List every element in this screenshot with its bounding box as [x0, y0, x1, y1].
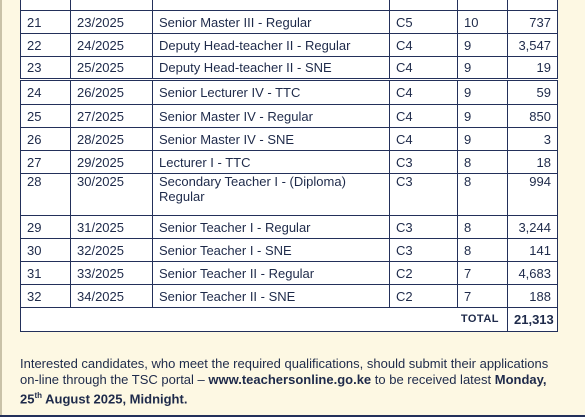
designation-cell: Secondary Teacher I - (Diploma) Regular: [153, 174, 390, 216]
t-scale-cell: 7: [458, 262, 508, 285]
grade-cell: C4: [390, 80, 458, 105]
reference-cell: 34/2025: [71, 285, 153, 308]
t-scale-cell: 9: [458, 105, 508, 128]
vacancies-cell: 141: [508, 239, 558, 262]
designation-cell: Senior Master IV - SNE: [153, 128, 390, 151]
table-row: [21, 105, 558, 128]
total-spacer-cell: [21, 308, 458, 332]
designation-cell: Senior Teacher II - Regular: [153, 262, 390, 285]
deadline-ordinal: th: [34, 391, 43, 400]
row-number-cell: 27: [21, 151, 71, 174]
t-scale-cell: 10: [458, 11, 508, 34]
grade-cell: C4: [390, 57, 458, 80]
t-scale-cell: 8: [458, 239, 508, 262]
row-number-cell: 26: [21, 128, 71, 151]
designation-cell: Senior Lecturer IV - TTC: [153, 80, 390, 105]
vacancies-table-body: [21, 0, 558, 332]
table-row: [21, 216, 558, 239]
vacancies-cell: 3,244: [508, 216, 558, 239]
deadline-month: August 2025, Midnight: [42, 391, 184, 407]
t-scale-cell: 8: [458, 216, 508, 239]
grade-cell: C3: [390, 174, 458, 216]
grade-cell: C3: [390, 151, 458, 174]
designation-cell: Deputy Head-teacher II - Regular: [153, 34, 390, 57]
total-row: [21, 308, 558, 332]
t-scale-cell: 7: [458, 285, 508, 308]
vacancies-cell: 19: [508, 57, 558, 80]
reference-cell: 26/2025: [71, 80, 153, 105]
vacancies-cell: 59: [508, 80, 558, 105]
page-edge: [0, 0, 2, 417]
t-scale-cell: 8: [458, 174, 508, 216]
table-row: [21, 0, 558, 11]
t-scale-cell: 8: [458, 151, 508, 174]
grade-cell: C2: [390, 285, 458, 308]
vacancies-cell: 4,683: [508, 262, 558, 285]
designation-cell: Senior Master III - Regular: [153, 11, 390, 34]
designation-cell: Senior Master IV - Regular: [153, 105, 390, 128]
table-row: [21, 285, 558, 308]
vacancies-cell: 994: [508, 174, 558, 216]
reference-cell: 25/2025: [71, 57, 153, 80]
reference-cell: 24/2025: [71, 34, 153, 57]
designation-cell: Senior Teacher II - SNE: [153, 285, 390, 308]
row-number-cell: 23: [21, 57, 71, 80]
grade-cell: [390, 0, 458, 11]
designation-cell: Senior Teacher I - SNE: [153, 239, 390, 262]
vacancies-cell: 188: [508, 285, 558, 308]
t-scale-cell: 9: [458, 34, 508, 57]
grade-cell: C2: [390, 262, 458, 285]
grade-cell: C4: [390, 34, 458, 57]
total-value: 21,313: [508, 308, 558, 332]
table-row: [21, 57, 558, 80]
vacancies-cell: [508, 0, 558, 11]
designation-cell: Deputy Head-teacher II - SNE: [153, 57, 390, 80]
row-number-cell: 28: [21, 174, 71, 216]
note-text-1: Interested candidates, who meet the required qualifications, should submit their applications on-line through the TSC portal –: [20, 356, 549, 387]
t-scale-cell: 9: [458, 80, 508, 105]
note-text-2: to be received latest: [371, 372, 495, 387]
reference-cell: 23/2025: [71, 11, 153, 34]
row-number-cell: [21, 0, 71, 11]
application-note: [20, 356, 570, 407]
vacancies-cell: 3,547: [508, 34, 558, 57]
grade-cell: C4: [390, 128, 458, 151]
reference-cell: 32/2025: [71, 239, 153, 262]
note-text-3: .: [183, 391, 188, 407]
total-label: TOTAL: [458, 308, 508, 332]
reference-cell: 33/2025: [71, 262, 153, 285]
reference-cell: 27/2025: [71, 105, 153, 128]
vacancies-table: [20, 0, 558, 332]
row-number-cell: 22: [21, 34, 71, 57]
row-number-cell: 31: [21, 262, 71, 285]
reference-cell: 28/2025: [71, 128, 153, 151]
t-scale-cell: [458, 0, 508, 11]
reference-cell: 31/2025: [71, 216, 153, 239]
t-scale-cell: 9: [458, 128, 508, 151]
table-row: [21, 262, 558, 285]
grade-cell: C5: [390, 11, 458, 34]
table-row: [21, 151, 558, 174]
reference-cell: 30/2025: [71, 174, 153, 216]
vacancies-cell: 737: [508, 11, 558, 34]
vacancies-cell: 3: [508, 128, 558, 151]
row-number-cell: 25: [21, 105, 71, 128]
table-row: [21, 11, 558, 34]
vacancies-cell: 850: [508, 105, 558, 128]
table-row: [21, 239, 558, 262]
grade-cell: C3: [390, 216, 458, 239]
table-row: [21, 128, 558, 151]
designation-cell: Lecturer I - TTC: [153, 151, 390, 174]
row-number-cell: 21: [21, 11, 71, 34]
table-row: [21, 34, 558, 57]
portal-link[interactable]: www.teachersonline.go.ke: [208, 372, 372, 387]
row-number-cell: 29: [21, 216, 71, 239]
grade-cell: C3: [390, 239, 458, 262]
row-number-cell: 32: [21, 285, 71, 308]
row-number-cell: 30: [21, 239, 71, 262]
table-row: [21, 174, 558, 216]
table-row: [21, 80, 558, 105]
t-scale-cell: 9: [458, 57, 508, 80]
row-number-cell: 24: [21, 80, 71, 105]
reference-cell: [71, 0, 153, 11]
grade-cell: C4: [390, 105, 458, 128]
deadline-day: Monday, 25: [20, 372, 547, 407]
designation-cell: Senior Teacher I - Regular: [153, 216, 390, 239]
vacancies-cell: 18: [508, 151, 558, 174]
reference-cell: 29/2025: [71, 151, 153, 174]
designation-cell: [153, 0, 390, 11]
